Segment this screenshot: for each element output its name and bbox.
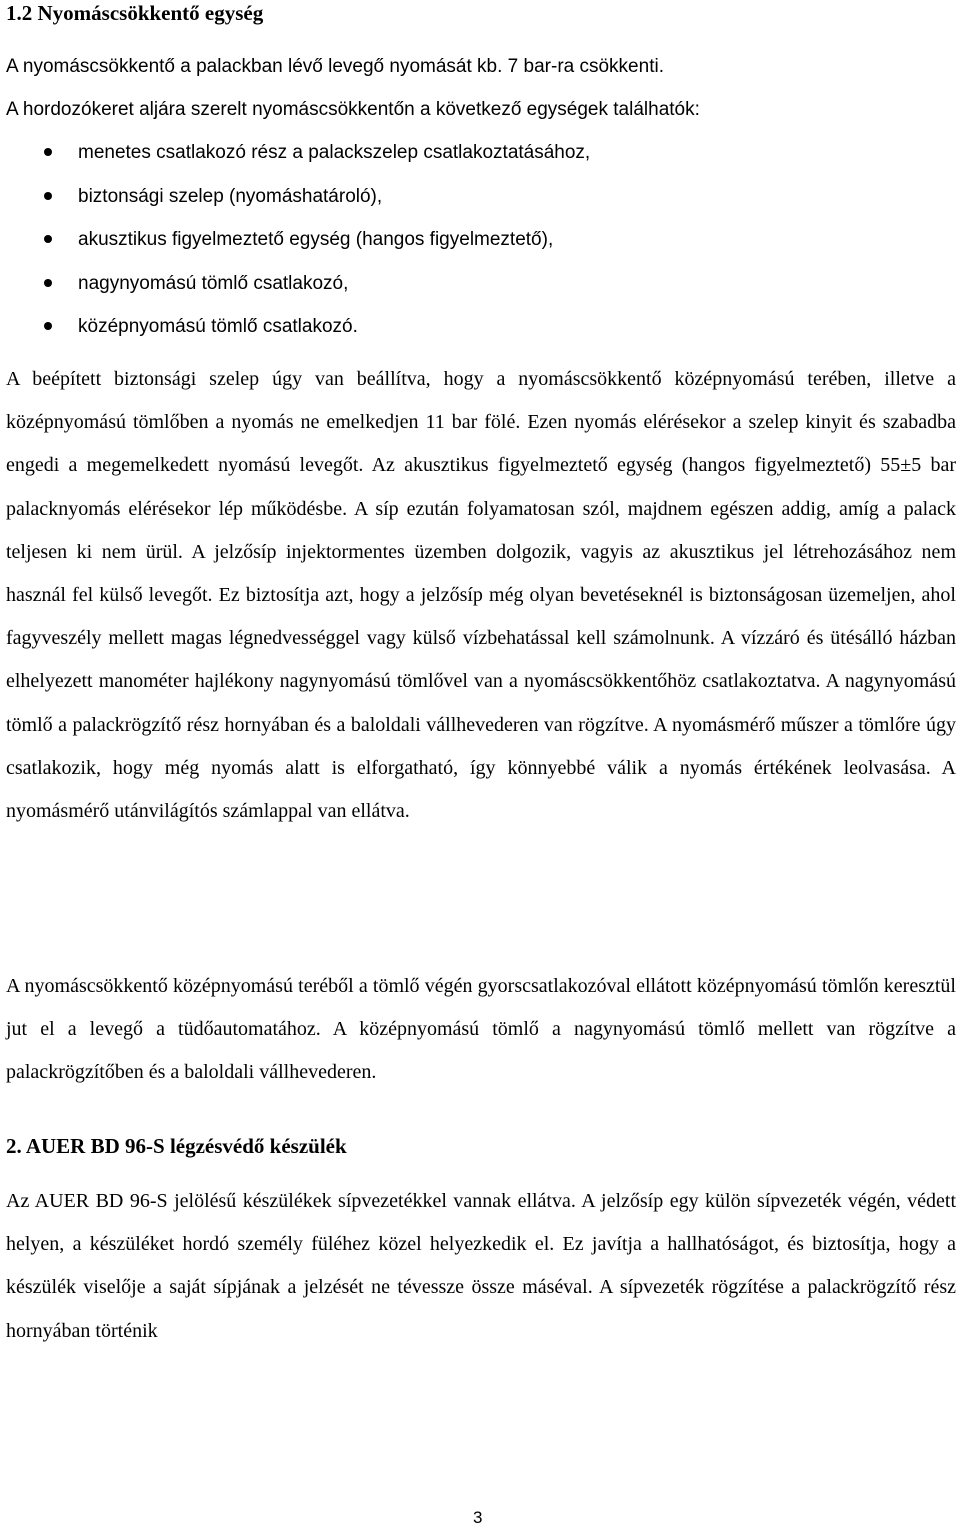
list-item	[6, 228, 956, 272]
list-item-text: menetes csatlakozó rész a palackszelep csatlakoztatásához,	[78, 142, 591, 163]
paragraph-auer: Az AUER BD 96-S jelölésű készülékek sípvezetékkel vannak ellátva. A jelzősíp egy külön sípvezeték végén, védett helyen, a készüléket hordó személy füléhez közel helyezkedik el. Ez javítja a hallhatóságot, és biztosítja, hogy a készülék viselője a saját sípjának a jelzését ne tévessze össze máséval. A sípvezeték rögzítése a palackrögzítő rész hornyában történik	[6, 1190, 956, 1342]
paragraph-medium-pressure: A nyomáscsökkentő középnyomású teréből a tömlő végén gyorscsatlakozóval ellátott középnyomású tömlőn keresztül jut el a levegő a tüdőautomatához. A középnyomású tömlő a nagynyomású tömlő mellett van rögzítve a palackrögzítőben és a baloldali vállhevederen.	[6, 975, 956, 1084]
list-item-text: biztonsági szelep (nyomáshatároló),	[78, 185, 383, 207]
component-list	[6, 141, 956, 359]
list-item	[6, 272, 956, 316]
intro-line-1: A nyomáscsökkentő a palackban lévő levegő nyomását kb. 7 bar-ra csökkenti.	[6, 56, 664, 77]
section-heading-auer: 2. AUER BD 96-S légzésvédő készülék	[6, 1134, 347, 1158]
list-item-text: középnyomású tömlő csatlakozó.	[78, 316, 358, 338]
bullet-icon	[44, 148, 52, 156]
list-item-text: nagynyomású tömlő csatlakozó,	[78, 272, 349, 294]
intro-line-2: A hordozókeret aljára szerelt nyomáscsökkentőn a következő egységek találhatók:	[6, 99, 700, 120]
list-item-text: akusztikus figyelmeztető egység (hangos figyelmeztető),	[78, 229, 554, 251]
bullet-icon	[44, 235, 52, 243]
bullet-icon	[44, 279, 52, 287]
section-heading-pressure-reducer: 1.2 Nyomáscsökkentő egység	[6, 1, 264, 25]
list-item	[6, 141, 956, 185]
list-item	[6, 185, 956, 229]
page-number: 3	[473, 1508, 483, 1527]
bullet-icon	[44, 192, 52, 200]
bullet-icon	[44, 322, 52, 330]
paragraph-safety-valve: A beépített biztonsági szelep úgy van beállítva, hogy a nyomáscsökkentő középnyomású terében, illetve a középnyomású tömlőben a nyomás ne emelkedjen 11 bar fölé. Ezen nyomás elérésekor a szelep kinyit és szabadba engedi a megemelkedett nyomású levegőt. Az akusztikus figyelmeztető egység (hangos figyelmeztető) 55±5 bar palacknyomás elérésekor lép működésbe. A síp ezután folyamatosan szól, majdnem egészen addig, amíg a palack teljesen ki nem ürül. A jelzősíp injektormentes üzemben dolgozik, vagyis az akusztikus jel létrehozásához nem használ fel külső levegőt. Ez biztosítja azt, hogy a jelzősíp még olyan bevetéseknél is biztonságosan üzemeljen, ahol fagyveszély mellett magas légnedvességgel vagy külső vízbehatással kell számolnunk. A vízzáró és ütésálló házban elhelyezett manométer hajlékony nagynyomású tömlővel van a nyomáscsökkentőhöz csatlakoztatva. A nagynyomású tömlő a palackrögzítő rész hornyában és a baloldali vállhevederen van rögzítve. A nyomásmérő műszer a tömlőre úgy csatlakozik, hogy még nyomás alatt is elforgatható, így könnyebbé válik a nyomás értékének leolvasása. A nyomásmérő utánvilágítós számlappal van ellátva.	[6, 368, 956, 823]
list-item	[6, 315, 956, 359]
